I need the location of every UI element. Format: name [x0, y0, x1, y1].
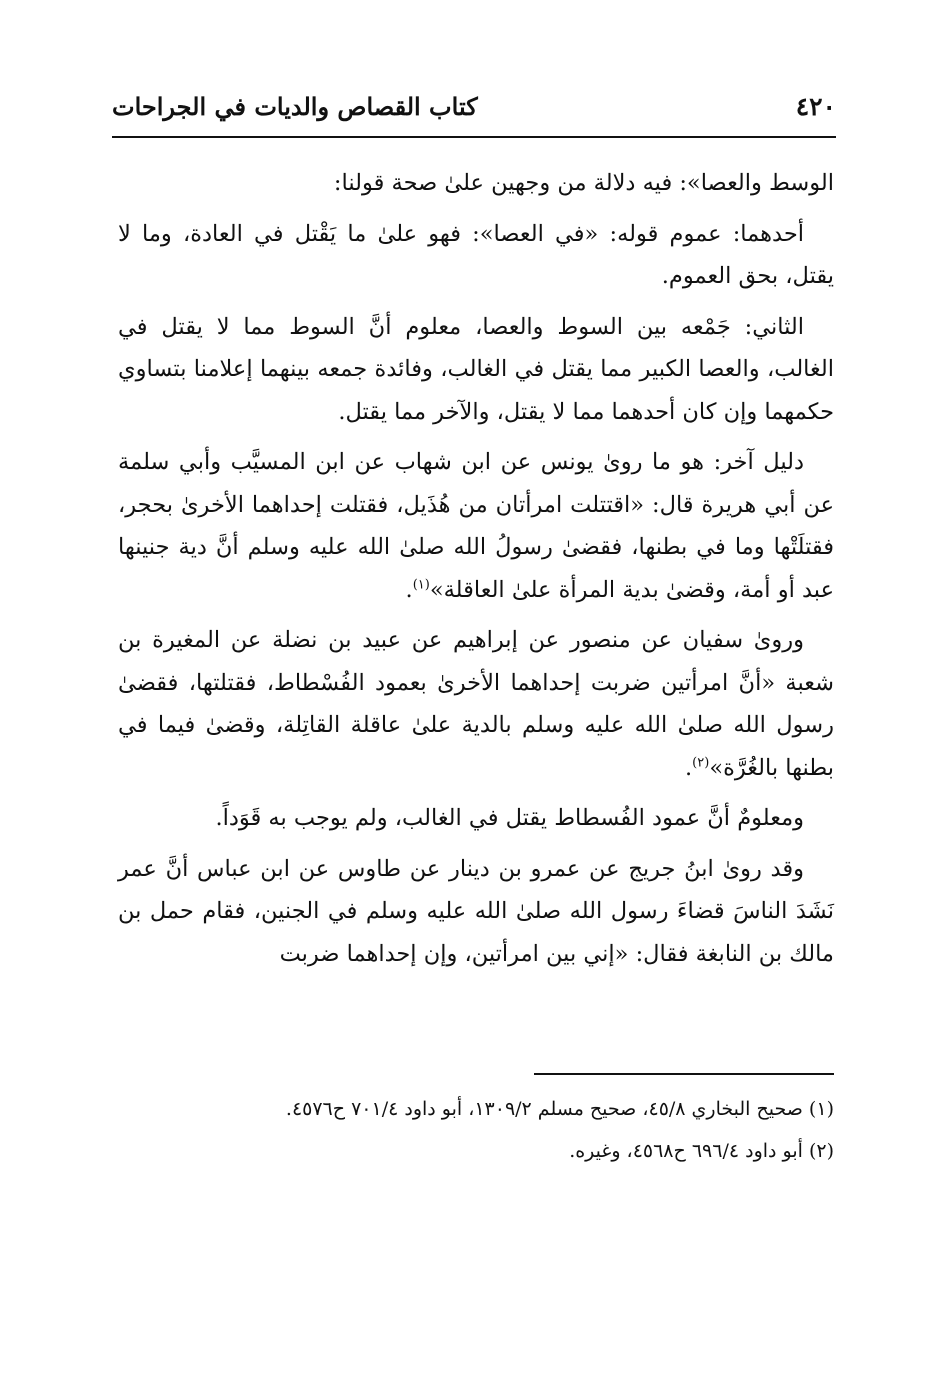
paragraph: الثاني: جَمْعه بين السوط والعصا، معلوم أنَّ السوط مما لا يقتل في الغالب، والعصا الكبير مما يقتل في الغالب، وفائدة جمعه بينهما إعلامنا بتساوي حكمهما وإن كان أحدهما مما لا يقتل، والآخر مما يقتل.: [118, 313, 834, 425]
footnote-ref: (٢): [692, 755, 710, 770]
footnote-divider: [534, 1073, 834, 1075]
footnote: (٢) أبو داود ٦٩٦/٤ ح٤٥٦٨، وغيره.: [569, 1140, 834, 1162]
page-header: [112, 92, 836, 132]
paragraph: أحدهما: عموم قوله: «في العصا»: فهو علىٰ ما يَقْتل في العادة، وما لا يقتل، بحق العموم.: [118, 220, 834, 289]
footnote: (١) صحيح البخاري ٤٥/٨، صحيح مسلم ١٣٠٩/٢، أبو داود ٧٠١/٤ ح٤٥٧٦.: [285, 1098, 834, 1120]
header-divider: [112, 136, 836, 138]
paragraph: وقد روىٰ ابنُ جريج عن عمرو بن دينار عن طاوس عن ابن عباس أنَّ عمر نَشَدَ الناسَ قضاءَ رسول الله صلىٰ الله عليه وسلم في الجنين، فقام حمل بن مالك بن النابغة فقال: «إني بين امرأتين، وإن إحداهما ضربت: [118, 855, 834, 967]
footnote-ref: (١): [412, 577, 430, 592]
paragraph: ومعلومٌ أنَّ عمود الفُسطاط يقتل في الغالب، ولم يوجب به قَوَداً.: [215, 805, 804, 831]
paragraph: دليل آخر: هو ما روىٰ يونس عن ابن شهاب عن ابن المسيَّب وأبي سلمة عن أبي هريرة قال: «اقتتلت امرأتان من هُذَيل، فقتلت إحداهما الأخرىٰ بحجر، فقتلَتْها وما في بطنها، فقضىٰ رسولُ الله صلىٰ الله عليه وسلم أنَّ دية جنينها عبد أو أمة، وقضىٰ بدية المرأة علىٰ العاقلة»$^{(١)}$.: [118, 449, 834, 603]
page-number: ٤٢٠: [795, 92, 836, 121]
body-text: [118, 162, 834, 983]
running-title: كتاب القصاص والديات في الجراحات: [112, 92, 478, 121]
paragraph: وروىٰ سفيان عن منصور عن إبراهيم عن عبيد بن نضلة عن المغيرة بن شعبة «أنَّ امرأتين ضربت إحداهما الأخرىٰ بعمود الفُسْطاط، فقتلتها، فقضىٰ رسول الله صلىٰ الله عليه وسلم بالدية علىٰ عاقلة القاتِلة، وقضىٰ فيما في بطنها بالغُرَّة»$^{(٢)}$.: [118, 627, 834, 781]
paragraph: الوسط والعصا»: فيه دلالة من وجهين علىٰ صحة قولنا:: [333, 170, 834, 196]
footnotes: [118, 1092, 834, 1176]
